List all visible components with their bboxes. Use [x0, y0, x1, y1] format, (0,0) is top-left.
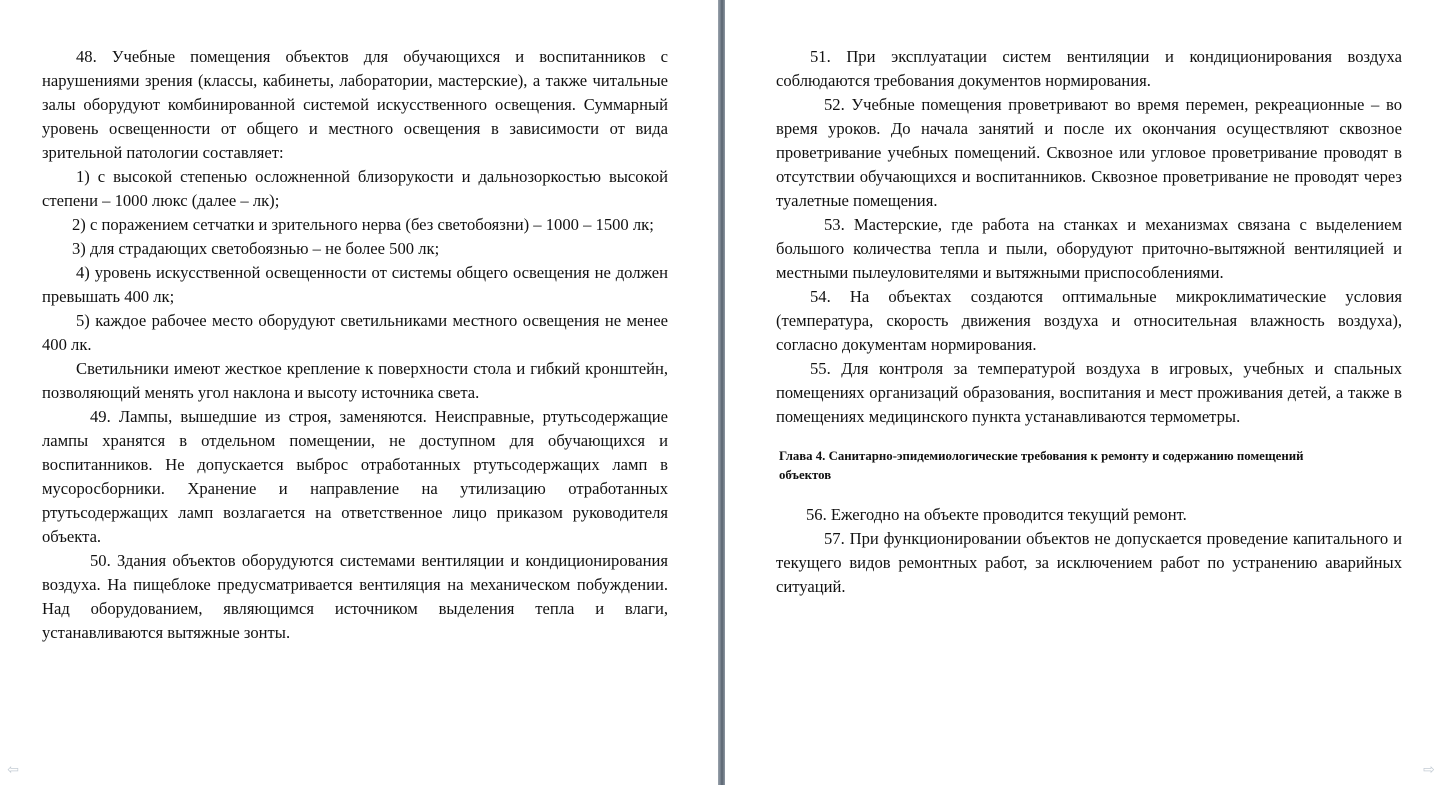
left-page: [0, 0, 718, 785]
paragraph-luminaires: Светильники имеют жесткое крепление к поверхности стола и гибкий кронштейн, позволяющий менять угол наклона и высоту источника света.: [42, 359, 668, 402]
paragraph-51: 51. При эксплуатации систем вентиляции и кондиционирования воздуха соблюдаются требования документов нормирования.: [776, 47, 1402, 90]
list-item-5: 5) каждое рабочее место оборудуют светильниками местного освещения не менее 400 лк.: [42, 311, 668, 354]
arrow-right-icon[interactable]: ⇨: [1423, 762, 1435, 778]
right-page: [725, 0, 1444, 785]
paragraph-49: 49. Лампы, вышедшие из строя, заменяются. Неисправные, ртутьсодержащие лампы хранятся в отдельном помещении, не доступном для обучающихся и воспитанников. Не допускается выброс отработанных ртутьсодержащих ламп в мусоросборники. Хранение и направление на утилизацию отработанных ртутьсодержащих ламп возлагается на ответственное лицо приказом руководителя объекта.: [42, 407, 668, 546]
paragraph-48: 48. Учебные помещения объектов для обучающихся и воспитанников с нарушениями зрения (классы, кабинеты, лаборатории, мастерские), а также читальные залы оборудуют комбинированной системой искусственного освещения. Суммарный уровень освещенности от общего и местного освещения в зависимости от вида зрительной патологии составляет:: [42, 47, 668, 162]
paragraph-56: 56. Ежегодно на объекте проводится текущий ремонт.: [806, 505, 1187, 524]
paragraph-50: 50. Здания объектов оборудуются системами вентиляции и кондиционирования воздуха. На пищеблоке предусматривается вентиляция на механическом побуждении. Над оборудованием, являющимся источником выделения тепла и влаги, устанавливаются вытяжные зонты.: [42, 551, 668, 642]
paragraph-54: 54. На объектах создаются оптимальные микроклиматические условия (температура, скорость движения воздуха и относительная влажность воздуха), согласно документам нормирования.: [776, 287, 1402, 354]
paragraph-55: 55. Для контроля за температурой воздуха в игровых, учебных и спальных помещениях организаций образования, воспитания и мест проживания детей, а также в помещениях медицинского пункта устанавливаются термометры.: [776, 359, 1402, 426]
list-item-1: 1) с высокой степенью осложненной близорукости и дальнозоркостью высокой степени – 1000 люкс (далее – лк);: [42, 167, 668, 210]
list-item-3: 3) для страдающих светобоязнью – не более 500 лк;: [72, 239, 440, 258]
list-item-2: 2) с поражением сетчатки и зрительного нерва (без светобоязни) – 1000 – 1500 лк;: [72, 215, 654, 234]
chapter-heading: Глава 4. Санитарно-эпидемиологические требования к ремонту и содержанию помещений объектов: [779, 449, 1304, 482]
arrow-left-icon[interactable]: ⇦: [7, 762, 19, 778]
left-page-text: [42, 45, 668, 645]
paragraph-53: 53. Мастерские, где работа на станках и механизмах связана с выделением большого количества тепла и пыли, оборудуют приточно-вытяжной вентиляцией и местными пылеуловителями и вытяжными приспособлениями.: [776, 215, 1402, 282]
paragraph-52: 52. Учебные помещения проветривают во время перемен, рекреационные – во время уроков. До начала занятий и после их окончания осуществляют сквозное проветривание учебных помещений. Сквозное или угловое проветривание проводят в отсутствии обучающихся и воспитанников. Сквозное проветривание не проводят через туалетные помещения.: [776, 95, 1402, 210]
right-page-text: [776, 45, 1402, 599]
list-item-4: 4) уровень искусственной освещенности от системы общего освещения не должен превышать 400 лк;: [42, 263, 668, 306]
paragraph-57: 57. При функционировании объектов не допускается проведение капитального и текущего видов ремонтных работ, за исключением работ по устранению аварийных ситуаций.: [776, 529, 1402, 596]
page-gutter: [718, 0, 725, 785]
